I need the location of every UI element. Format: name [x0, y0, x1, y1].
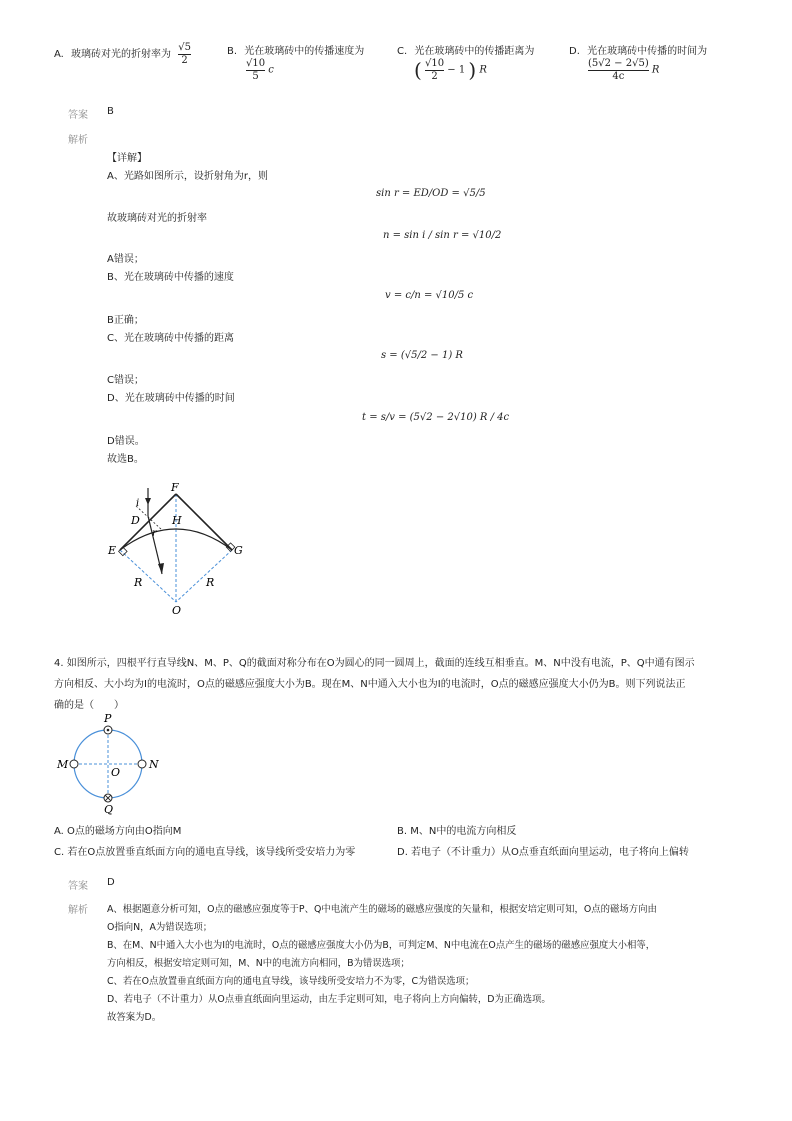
q4-option-a: A. O点的磁场方向由O指向M	[54, 826, 182, 837]
option-d-text: 光在玻璃砖中传播的时间为	[587, 46, 708, 57]
label-h: H	[172, 514, 182, 527]
option-b-text: 光在玻璃砖中的传播速度为	[244, 46, 365, 57]
formula-denominator: 4c	[612, 70, 625, 82]
q4-option-d: D. 若电子（不计重力）从O点垂直纸面向里运动，电子将向上偏转	[397, 847, 689, 858]
q3-eq1: sin r = ED/OD = √5/5	[376, 188, 486, 199]
q3-analysis-label: 解析	[68, 135, 88, 146]
q4-option-c: C. 若在O点放置垂直纸面方向的通电直导线，该导线所受安培力为零	[54, 847, 356, 858]
label-p: P	[104, 712, 112, 725]
q3-line-b2: B正确；	[107, 315, 144, 326]
label-e: E	[108, 544, 117, 557]
q4-analysis-line6: D、若电子（不计重力）从O点垂直纸面向里运动，由左手定则可知，电子将向上方向偏转，D为正确选项。	[107, 994, 551, 1005]
formula-denominator: 5	[252, 70, 259, 82]
wire-p-center	[107, 729, 110, 732]
q3-answer-value: B	[107, 106, 114, 117]
formula-suffix: R	[479, 64, 487, 76]
edge-gf	[176, 494, 232, 550]
radius-line-right	[176, 550, 232, 602]
q3-line-c1: C、光在玻璃砖中传播的距离	[107, 333, 234, 344]
q3-option-a	[54, 42, 191, 66]
wire-m-icon	[70, 760, 78, 768]
q4-analysis-line1: A、根据题意分析可知，O点的磁感应强度等于P、Q中电流产生的磁场的磁感应强度的矢量和，根据安培定则可知，O点的磁场方向由	[107, 904, 657, 915]
option-c-label: C.	[397, 46, 408, 57]
q3-option-b	[227, 42, 364, 57]
option-b-formula	[246, 58, 274, 82]
label-m: M	[57, 758, 69, 771]
q4-answer-value: D	[107, 877, 115, 888]
formula-denominator: 2	[431, 70, 438, 82]
option-d-formula	[588, 58, 659, 82]
q3-line-d3: 故选B。	[107, 454, 144, 465]
q4-option-b: B. M、N中的电流方向相反	[397, 826, 517, 837]
q3-eq5: t = s/v = (5√2 − 2√10) R / 4c	[362, 412, 510, 423]
q4-analysis-label: 解析	[68, 905, 88, 916]
formula-suffix: R	[651, 64, 660, 76]
label-o: O	[172, 604, 182, 617]
label-i: i	[136, 498, 140, 509]
formula-numerator: √5	[178, 42, 191, 53]
q3-eq3: v = c/n = √10/5 c	[385, 290, 474, 301]
q4-analysis-line3: B、在M、N中通入大小也为I的电流时，O点的磁感应强度大小仍为B，可判定M、N中电流在O点产生的磁场的磁感应强度大小相等，	[107, 940, 656, 951]
q3-line-c2: C错误；	[107, 375, 144, 386]
formula-numerator: √10	[425, 58, 445, 69]
option-d-label: D.	[569, 46, 580, 57]
q3-line-d1: D、光在玻璃砖中传播的时间	[107, 393, 235, 404]
wire-n-icon	[138, 760, 146, 768]
formula-tail: − 1	[447, 64, 466, 76]
q3-option-c	[397, 42, 534, 57]
formula-suffix: c	[268, 64, 274, 76]
label-r-left: R	[134, 576, 143, 589]
label-r: r	[152, 528, 157, 539]
radius-line-left	[120, 550, 176, 602]
q3-line-a2: 故玻璃砖对光的折射率	[107, 213, 207, 224]
paren-close: )	[468, 58, 477, 82]
label-d: D	[131, 514, 140, 527]
q4-stem-line3: 确的是（ ）	[54, 700, 124, 711]
formula-numerator: √10	[246, 58, 266, 69]
q3-option-d	[569, 42, 707, 57]
option-a-label: A.	[54, 49, 64, 60]
q3-line-a1: A、光路如图所示，设折射角为r，则	[107, 171, 268, 182]
q3-line-a3: A错误；	[107, 254, 144, 265]
label-r-right: R	[206, 576, 215, 589]
q4-analysis-line2: O指向N，A为错误选项；	[107, 922, 213, 933]
label-q: Q	[104, 803, 114, 816]
q3-line-b1: B、光在玻璃砖中传播的速度	[107, 272, 234, 283]
q4-answer-label: 答案	[68, 881, 88, 892]
option-b-label: B.	[227, 46, 238, 57]
label-f: F	[171, 481, 179, 494]
q4-analysis-line5: C、若在O点放置垂直纸面方向的通电直导线，该导线所受安培力不为零，C为错误选项；	[107, 976, 475, 987]
q3-eq4: s = (√5/2 − 1) R	[381, 350, 463, 361]
q4-stem-line2: 方向相反、大小均为I的电流时，O点的磁感应强度大小为B。现在M、N中通入大小也为I的电流时，O点的磁感应强度大小仍为B。则下列说法正	[54, 679, 686, 690]
option-c-formula	[414, 58, 487, 82]
formula-denominator: 2	[181, 54, 188, 66]
q3-optics-figure	[100, 478, 260, 618]
option-a-text: 玻璃砖对光的折射率为	[71, 49, 172, 60]
label-n: N	[149, 758, 159, 771]
incident-arrow	[145, 498, 151, 505]
q3-detail-title: 【详解】	[107, 153, 147, 164]
q4-wire-figure	[54, 712, 164, 816]
label-o: O	[111, 766, 121, 779]
option-a-formula	[178, 42, 191, 66]
paren-open: (	[414, 58, 422, 82]
q3-line-d2: D错误。	[107, 436, 145, 447]
q4-analysis-line4: 方向相反，根据安培定则可知，M、N中的电流方向相同，B为错误选项；	[107, 958, 410, 969]
q4-stem-line1: 4. 如图所示，四根平行直导线N、M、P、Q的截面对称分布在O为圆心的同一圆周上，截面的连线互相垂直。M、N中没有电流，P、Q中通有图示	[54, 658, 695, 669]
formula-numerator: (5√2 − 2√5)	[588, 58, 649, 69]
q3-answer-label: 答案	[68, 110, 88, 121]
q3-eq2: n = sin i / sin r = √10/2	[383, 230, 502, 241]
q4-analysis-line7: 故答案为D。	[107, 1012, 162, 1023]
label-g: G	[234, 544, 243, 557]
option-c-text: 光在玻璃砖中的传播距离为	[414, 46, 535, 57]
